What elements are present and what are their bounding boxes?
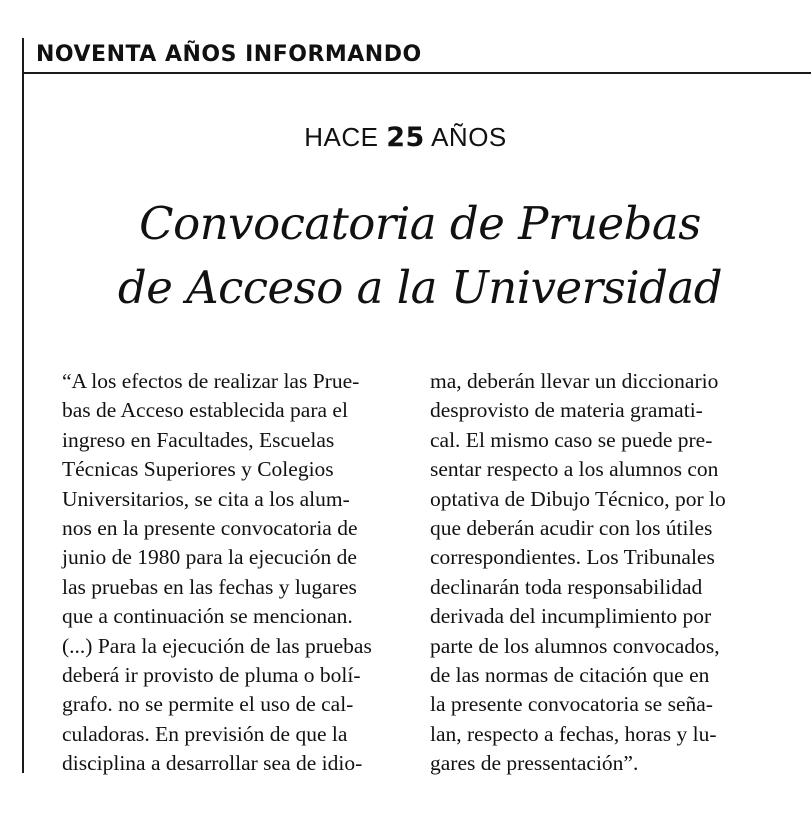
body-line: (...) Para la ejecución de las pruebas <box>62 633 372 658</box>
section-header: NOVENTA AÑOS INFORMANDO <box>36 42 422 67</box>
kicker-suffix: AÑOS <box>424 122 507 152</box>
body-line: lan, respecto a fechas, horas y lu- <box>430 721 717 746</box>
body-line: gares de pressentación”. <box>430 751 639 776</box>
header-rule <box>24 72 811 74</box>
body-line: que deberán acudir con los útiles <box>430 516 713 541</box>
body-line: grafo. no se permite el uso de cal- <box>62 692 354 717</box>
body-line: disciplina a desarrollar sea de idio- <box>62 751 363 776</box>
body-line: “A los efectos de realizar las Prue- <box>62 369 360 393</box>
body-line: que a continuación se mencionan. <box>62 604 353 629</box>
headline-line: de Acceso a la Universidad <box>117 261 723 314</box>
body-line: bas de Acceso establecida para el <box>62 398 348 423</box>
body-line: Técnicas Superiores y Colegios <box>62 457 334 482</box>
body-line: ma, deberán llevar un diccionario <box>430 369 719 393</box>
body-line: desprovisto de materia gramati- <box>430 398 703 423</box>
body-line: de las normas de citación que en <box>430 663 710 688</box>
kicker-prefix: HACE <box>304 122 387 152</box>
body-line: las pruebas en las fechas y lugares <box>62 574 357 599</box>
body-line: deberá ir provisto de pluma o bolí- <box>62 663 361 688</box>
body-column-right <box>430 367 770 779</box>
body-line: culadoras. En previsión de que la <box>62 721 348 746</box>
headline-line: Convocatoria de Pruebas <box>139 197 701 250</box>
body-line: derivada del incumplimiento por <box>430 604 712 629</box>
body-line: optativa de Dibujo Técnico, por lo <box>430 486 726 511</box>
body-line: nos en la presente convocatoria de <box>62 516 358 541</box>
kicker <box>0 120 811 155</box>
headline <box>60 192 780 320</box>
body-line: cal. El mismo caso se puede pre- <box>430 427 713 452</box>
body-line: declinarán toda responsabilidad <box>430 574 703 599</box>
body-line: sentar respecto a los alumnos con <box>430 457 719 482</box>
body-line: correspondientes. Los Tribunales <box>430 545 715 570</box>
body-column-left <box>62 367 402 779</box>
body-line: la presente convocatoria se seña- <box>430 692 713 717</box>
body-line: ingreso en Facultades, Escuelas <box>62 427 335 452</box>
body-line: parte de los alumnos convocados, <box>430 633 720 658</box>
kicker-number: 25 <box>386 122 425 153</box>
body-line: Universitarios, se cita a los alum- <box>62 486 350 511</box>
body-line: junio de 1980 para la ejecución de <box>62 545 357 570</box>
